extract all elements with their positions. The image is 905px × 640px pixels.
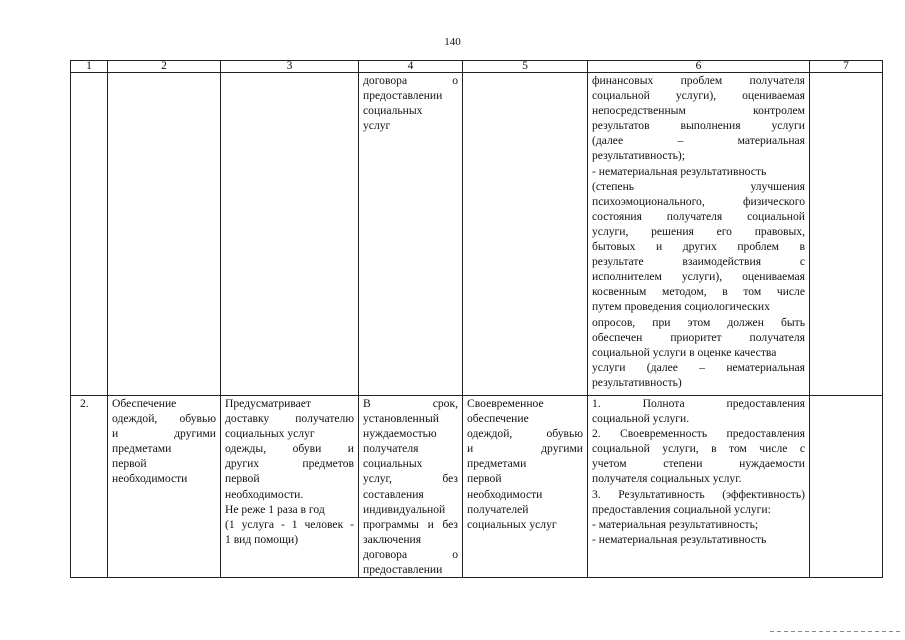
text-line: - материальная результативность; xyxy=(592,517,759,531)
text-line: (1 услуга - 1 человек - xyxy=(225,517,354,531)
text-line: социальной услуги, в том числе с xyxy=(592,442,805,456)
row2-timing xyxy=(359,396,463,578)
text-line: результативность); xyxy=(592,149,686,163)
text-line: получателя социальных услуг. xyxy=(592,472,742,486)
header-cell-7: 7 xyxy=(810,61,883,73)
text-line: психоэмоционального, физического xyxy=(592,194,805,208)
text-line: социальных xyxy=(363,104,423,118)
text-line: необходимости xyxy=(112,472,188,486)
text-line: результативность) xyxy=(592,375,682,389)
text-line: первой xyxy=(225,472,260,486)
header-cell-6: 6 xyxy=(588,61,810,73)
text-line: исполнителем услуги), оцениваемая xyxy=(592,270,805,284)
text-line: доставку получателю xyxy=(225,412,354,426)
row1-cell-4 xyxy=(359,73,463,396)
text-line: услуг, без xyxy=(363,472,458,486)
table-row xyxy=(71,396,883,578)
text-line: необходимости. xyxy=(225,487,304,501)
text-line: 1 вид помощи) xyxy=(225,532,299,546)
text-line: Своевременное xyxy=(467,397,544,410)
text-line: договора о xyxy=(363,547,458,561)
text-line: социальных услуг xyxy=(467,517,557,531)
row1-cell-1 xyxy=(71,73,108,396)
services-table xyxy=(70,60,883,578)
text-line: заключения xyxy=(363,532,422,546)
header-row xyxy=(71,61,883,73)
table-row xyxy=(71,73,883,396)
text-line: и другими xyxy=(112,427,216,441)
header-cell-2: 2 xyxy=(108,61,221,73)
text-line: первой xyxy=(112,457,147,471)
header-cell-4: 4 xyxy=(359,61,463,73)
text-line: необходимости xyxy=(467,487,543,501)
text-line: предоставлении xyxy=(363,89,443,103)
text-line: Не реже 1 раза в год xyxy=(225,502,325,516)
row2-service-name xyxy=(108,396,221,578)
text-line: одежды, обуви и xyxy=(225,442,354,456)
text-line: обеспечен приоритет получателя xyxy=(592,330,805,344)
text-line: других предметов xyxy=(225,457,354,471)
text-line: непосредственным контролем xyxy=(592,104,805,118)
text-line: договора о xyxy=(363,74,458,87)
text-line: учетом степени нуждаемости xyxy=(592,457,805,471)
text-line: социальных услуг xyxy=(225,427,315,441)
text-line: услуги (далее – нематериальная xyxy=(592,360,805,374)
text-line: индивидуальной xyxy=(363,502,446,516)
text-line: 2. Своевременность предоставления xyxy=(592,427,805,441)
text-line: результате взаимодействия с xyxy=(592,255,805,269)
text-line: обеспечение xyxy=(467,412,529,426)
text-line: первой xyxy=(467,472,502,486)
text-line: - нематериальная результативность xyxy=(592,164,767,178)
text-line: услуги, решения его правовых, xyxy=(592,224,805,238)
text-line: предметами xyxy=(112,442,172,456)
page-number: 140 xyxy=(444,36,461,48)
text-line: В срок, xyxy=(363,397,458,410)
text-line: 3. Результативность (эффективность) xyxy=(592,487,805,501)
text-line: Предусматривает xyxy=(225,397,311,410)
text-line: социальной услуги. xyxy=(592,412,690,426)
text-line: одеждой, обувью xyxy=(112,412,216,426)
text-line: установленный xyxy=(363,412,439,426)
row2-quality-indicators xyxy=(588,396,810,578)
text-line: 1. Полнота предоставления xyxy=(592,397,805,410)
text-line: нуждаемостью xyxy=(363,427,437,441)
row2-standard xyxy=(463,396,588,578)
header-cell-1: 1 xyxy=(71,61,108,73)
row1-cell-2 xyxy=(108,73,221,396)
text-line: одеждой, обувью xyxy=(467,427,583,441)
text-line: программы и без xyxy=(363,517,458,531)
row1-cell-5 xyxy=(463,73,588,396)
text-line: составления xyxy=(363,487,424,501)
row2-number: 2. xyxy=(71,396,108,578)
text-line: социальной услуги), оцениваемая xyxy=(592,89,805,103)
row1-cell-7 xyxy=(810,73,883,396)
text-line: социальных xyxy=(363,457,423,471)
row2-description xyxy=(221,396,359,578)
text-line: финансовых проблем получателя xyxy=(592,74,805,87)
text-line: услуг xyxy=(363,119,391,133)
text-line: предметами xyxy=(467,457,527,471)
text-line: и другими xyxy=(467,442,583,456)
text-line: (далее – материальная xyxy=(592,134,805,148)
text-line: состояния получателя социальной xyxy=(592,209,805,223)
scan-artifact-line xyxy=(770,631,900,632)
text-line: предоставлении xyxy=(363,563,443,577)
text-line: бытовых и других проблем в xyxy=(592,240,805,254)
text-line: результатов выполнения услуги xyxy=(592,119,805,133)
text-line: получателя xyxy=(363,442,419,456)
text-line: (степень улучшения xyxy=(592,179,805,193)
text-line: социальной услуги в оценке качества xyxy=(592,345,777,359)
row1-cell-6 xyxy=(588,73,810,396)
text-line: Обеспечение xyxy=(112,397,177,410)
row1-cell-3 xyxy=(221,73,359,396)
text-line: получателей xyxy=(467,502,529,516)
header-cell-5: 5 xyxy=(463,61,588,73)
text-line: путем проведения социологических xyxy=(592,300,770,314)
text-line: - нематериальная результативность xyxy=(592,532,767,546)
text-line: опросов, при этом должен быть xyxy=(592,315,805,329)
text-line: косвенным методом, в том числе xyxy=(592,285,805,299)
text-line: предоставления социальной услуги: xyxy=(592,502,771,516)
header-cell-3: 3 xyxy=(221,61,359,73)
row2-cell-7 xyxy=(810,396,883,578)
